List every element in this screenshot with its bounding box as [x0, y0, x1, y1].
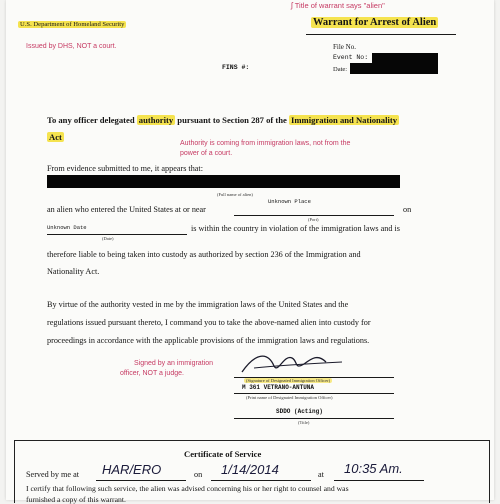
certify-line-1: I certify that following such service, the alien was advised concerning his or her right to counsel and was [26, 484, 349, 493]
custody-line-2: Nationality Act. [47, 267, 100, 276]
violation-line: is within the country in violation of the immigration laws and is [191, 224, 400, 233]
intro-act: Act [49, 132, 62, 142]
pen-mark-icon: ʃ [291, 1, 293, 10]
served-time-rule [334, 480, 424, 481]
authority-note-2: power of a court. [180, 150, 233, 157]
title-caption: (Title) [298, 420, 310, 425]
officer-signature-caption: (Signature of Designated Immigration Officer) [246, 378, 331, 383]
served-by-label: Served by me at [26, 470, 79, 479]
file-no-label: File No. [333, 43, 356, 51]
served-at-value: HAR/ERO [102, 462, 162, 477]
agency-name: U.S. Department of Homeland Security [20, 21, 125, 28]
certificate-heading: Certificate of Service [184, 449, 262, 459]
date-value: Unknown Date [47, 224, 87, 231]
signature-note-2: officer, NOT a judge. [120, 370, 184, 377]
served-on-word: on [194, 470, 203, 479]
authority-note-1: Authority is coming from immigration laws, not from the [180, 140, 351, 147]
served-at-rule [96, 480, 186, 481]
served-date-value: 1/14/2014 [221, 462, 279, 477]
date-caption: (Date) [102, 236, 114, 241]
on-word: on [403, 205, 412, 214]
printed-name-caption: (Print name of Designated Immigration Officer) [246, 395, 333, 400]
warrant-document [6, 0, 494, 504]
event-no-label: Event No: [333, 54, 369, 61]
evidence-line: From evidence submitted to me, it appears that: [47, 164, 203, 173]
certify-line-2: furnished a copy of this warrant. [26, 495, 126, 504]
redacted-event-no [372, 53, 438, 63]
served-date-rule [211, 480, 311, 481]
date-label: Date: [333, 66, 348, 73]
officer-name: M 361 VETRANO-ANTUNA [242, 384, 315, 391]
title-rule [306, 34, 456, 35]
port-caption: (Port) [308, 217, 319, 222]
alien-entered-line: an alien who entered the United States at or near [47, 205, 206, 214]
served-at-word: at [318, 470, 324, 479]
redacted-date [350, 63, 438, 74]
command-line-1: By virtue of the authority vested in me by the immigration laws of the United States and the [47, 300, 349, 309]
place-rule [234, 215, 394, 216]
command-line-2: regulations issued pursuant thereto, I command you to take the above-named alien into custody for [47, 318, 371, 327]
place-value: Unknown Place [268, 198, 311, 205]
printed-name-rule [234, 393, 394, 394]
signature-note-1: Signed by an immigration [134, 360, 213, 367]
date-rule [47, 234, 187, 235]
officer-signature [234, 346, 364, 378]
full-name-caption: (Full name of alien) [217, 192, 253, 197]
custody-line-1: therefore liable to being taken into custody as authorized by section 236 of the Immigration and [47, 250, 361, 259]
fins-label: FINS #: [222, 64, 250, 71]
redacted-alien-name [47, 175, 400, 188]
officer-title: SDDO (Acting) [276, 408, 323, 415]
signature-rule [234, 377, 394, 378]
served-time-value: 10:35 Am. [344, 461, 403, 476]
title-line-rule [234, 418, 394, 419]
title-note: ʃ Title of warrant says "alien" [291, 1, 385, 10]
command-line-3: proceedings in accordance with the applicable provisions of the immigration laws and regulations. [47, 336, 370, 345]
warrant-title: Warrant for Arrest of Alien [313, 17, 437, 28]
intro-line: To any officer delegated authority pursuant to Section 287 of the Immigration and Nationality [47, 115, 398, 125]
agency-note: Issued by DHS, NOT a court. [26, 43, 117, 50]
